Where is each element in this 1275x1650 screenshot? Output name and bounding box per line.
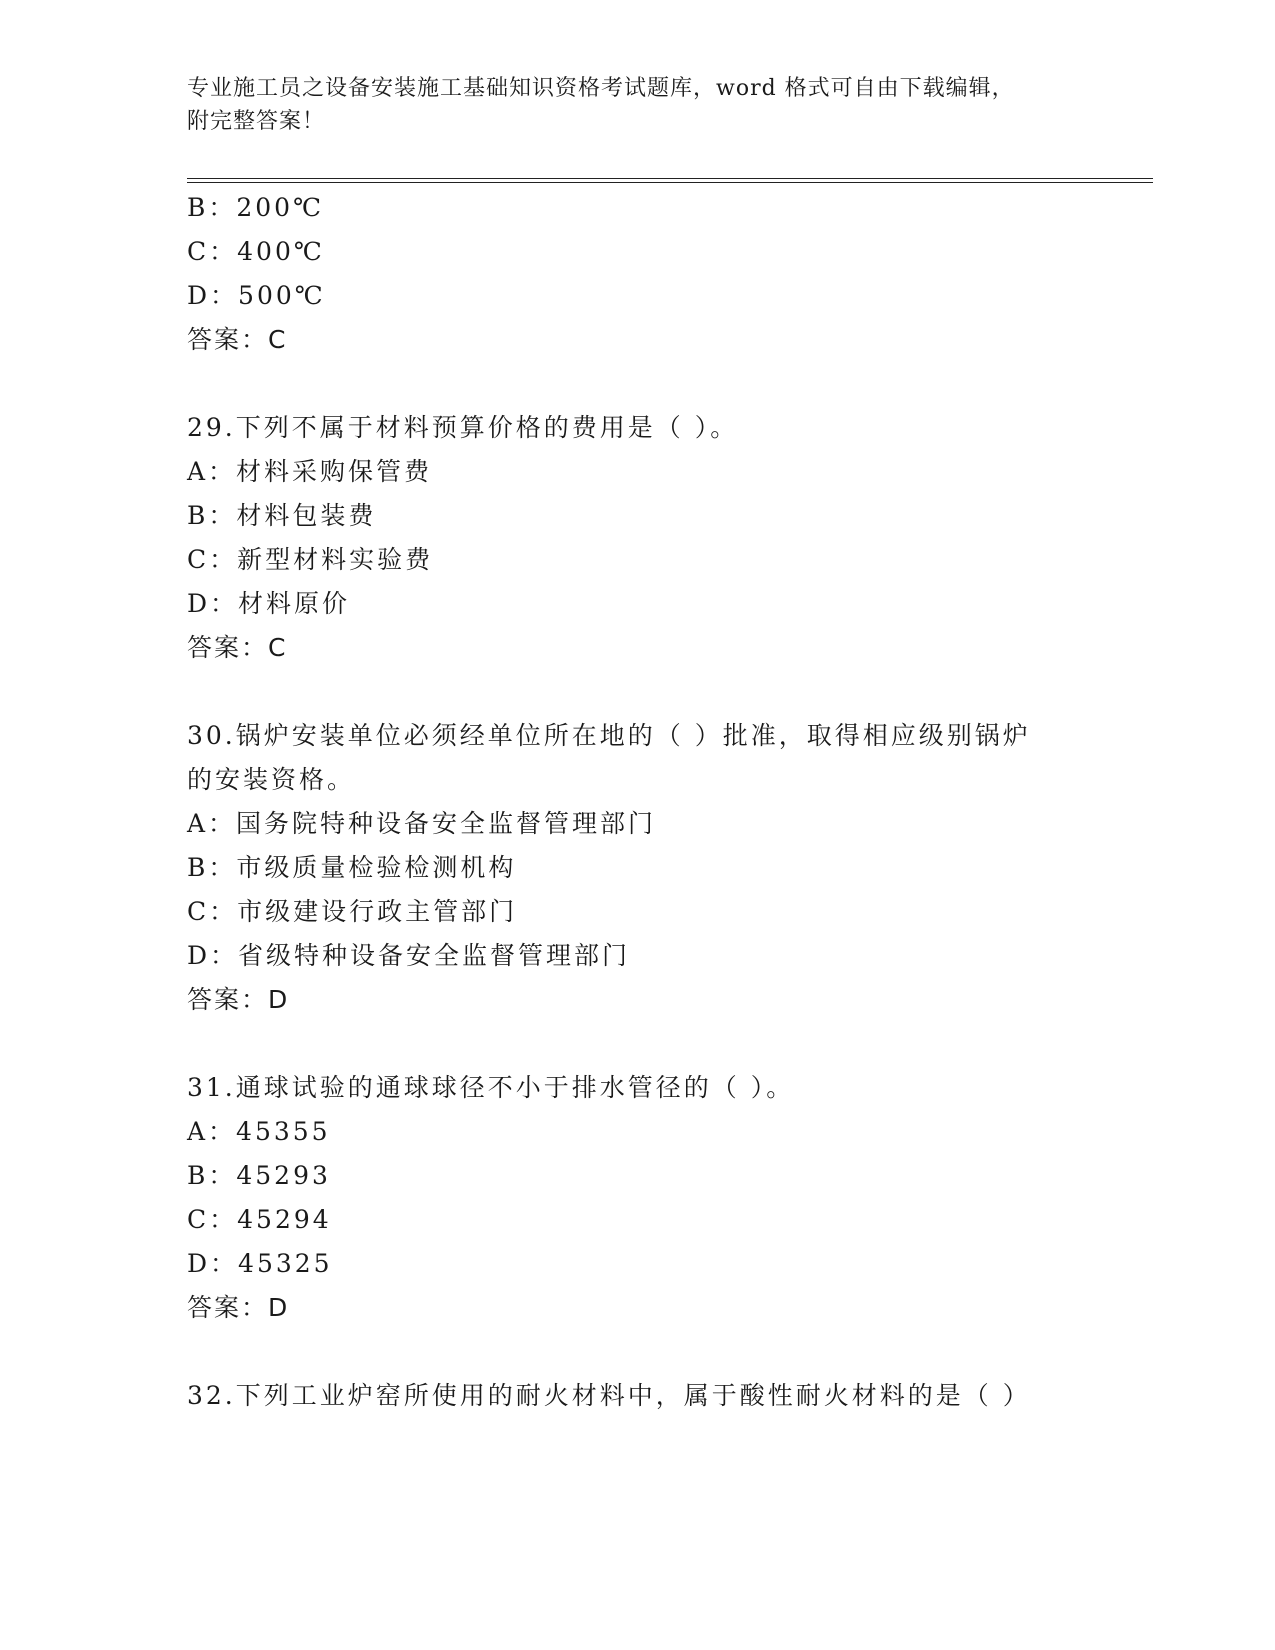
q30-option-d: D：省级特种设备安全监督管理部门	[187, 941, 631, 970]
q29-question: 29.下列不属于材料预算价格的费用是（ ）。	[187, 413, 739, 442]
q30-option-c: C：市级建设行政主管部门	[187, 897, 518, 926]
q31-option-d: D：45325	[187, 1249, 333, 1278]
q32-question: 32.下列工业炉窑所使用的耐火材料中，属于酸性耐火材料的是（ ）	[187, 1381, 1031, 1410]
header-divider-bottom	[187, 182, 1153, 183]
q28-option-c: C：400℃	[187, 237, 325, 266]
q30-question-line-2: 的安装资格。	[187, 765, 356, 794]
q30-question-line-1: 30.锅炉安装单位必须经单位所在地的（ ）批准，取得相应级别锅炉	[187, 721, 1031, 750]
header-line-1: 专业施工员之设备安装施工基础知识资格考试题库，word 格式可自由下载编辑，	[187, 76, 1015, 101]
q30-option-a: A：国务院特种设备安全监督管理部门	[187, 809, 657, 838]
q31-option-b: B：45293	[187, 1161, 331, 1190]
q29-option-d: D：材料原价	[187, 589, 351, 618]
q31-question: 31.通球试验的通球球径不小于排水管径的（ ）。	[187, 1073, 795, 1102]
q31-answer: 答案：D	[187, 1293, 290, 1322]
header-divider-top	[187, 178, 1153, 179]
q29-answer: 答案：C	[187, 633, 288, 662]
header-line-2: 附完整答案！	[187, 109, 326, 134]
q28-option-d: D：500℃	[187, 281, 326, 310]
q28-option-b: B：200℃	[187, 193, 325, 222]
document-header	[187, 72, 1067, 138]
q31-option-a: A：45355	[187, 1117, 331, 1146]
q29-option-c: C：新型材料实验费	[187, 545, 434, 574]
q29-option-a: A：材料采购保管费	[187, 457, 433, 486]
q30-option-b: B：市级质量检验检测机构	[187, 853, 517, 882]
q31-option-c: C：45294	[187, 1205, 332, 1234]
q30-answer: 答案：D	[187, 985, 290, 1014]
q29-option-b: B：材料包装费	[187, 501, 377, 530]
q28-answer: 答案：C	[187, 325, 288, 354]
